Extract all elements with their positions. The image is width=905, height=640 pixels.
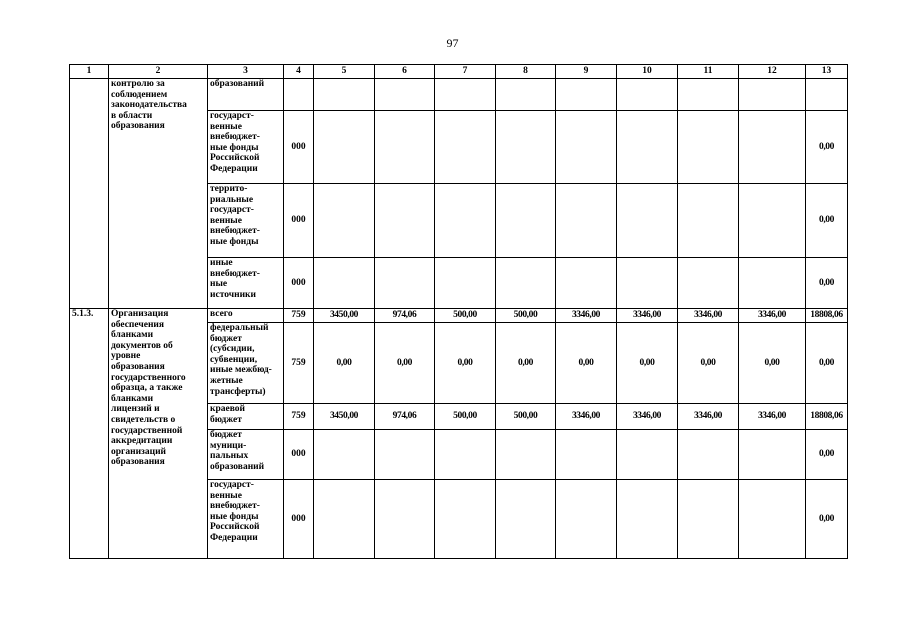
- year-value: [556, 184, 617, 258]
- funding-source: всего: [208, 309, 284, 323]
- year-value: [678, 111, 739, 184]
- year-value: 0,00: [556, 323, 617, 404]
- budget-code: [284, 79, 314, 111]
- year-value: 0,00: [496, 323, 556, 404]
- table-row: [70, 79, 848, 111]
- year-value: [678, 184, 739, 258]
- year-value: [617, 258, 678, 309]
- column-header: 4: [284, 65, 314, 79]
- year-value: [496, 430, 556, 480]
- year-value: [739, 258, 806, 309]
- header-row: [70, 65, 848, 79]
- column-header: 8: [496, 65, 556, 79]
- year-value: 0,00: [678, 323, 739, 404]
- year-value: [556, 79, 617, 111]
- year-value: [739, 184, 806, 258]
- budget-code: 000: [284, 430, 314, 480]
- year-value: [739, 111, 806, 184]
- budget-code: 000: [284, 111, 314, 184]
- year-value: [435, 430, 496, 480]
- year-value: 974,06: [375, 404, 435, 430]
- year-value: 3450,00: [314, 309, 375, 323]
- year-value: [496, 111, 556, 184]
- measure-name: Организация обеспечения бланками документов об уровне образования государственного образца, а также бланками лицензий и свидетельств о государственной аккредитации организаций образования: [109, 309, 208, 559]
- item-number: [70, 79, 109, 309]
- year-value: 3346,00: [556, 309, 617, 323]
- year-value: [435, 184, 496, 258]
- year-value: 974,06: [375, 309, 435, 323]
- budget-code: 000: [284, 258, 314, 309]
- funding-source: террито- риальные государст- венные внебюджет- ные фонды: [208, 184, 284, 258]
- year-value: 3346,00: [739, 309, 806, 323]
- funding-source: государст- венные внебюджет- ные фонды Российской Федерации: [208, 480, 284, 559]
- year-value: 3450,00: [314, 404, 375, 430]
- total-value: 0,00: [806, 430, 848, 480]
- year-value: [617, 111, 678, 184]
- column-header: 9: [556, 65, 617, 79]
- year-value: [496, 480, 556, 559]
- year-value: [435, 258, 496, 309]
- year-value: 500,00: [496, 404, 556, 430]
- year-value: [314, 111, 375, 184]
- year-value: [556, 480, 617, 559]
- year-value: [496, 184, 556, 258]
- funding-source: образований: [208, 79, 284, 111]
- year-value: 0,00: [739, 323, 806, 404]
- budget-table: [69, 64, 848, 559]
- year-value: [617, 430, 678, 480]
- total-value: 18808,06: [806, 309, 848, 323]
- total-value: 0,00: [806, 258, 848, 309]
- year-value: [375, 79, 435, 111]
- column-header: 13: [806, 65, 848, 79]
- year-value: 3346,00: [617, 309, 678, 323]
- year-value: 3346,00: [739, 404, 806, 430]
- budget-code: 000: [284, 184, 314, 258]
- measure-name: контролю за соблюдением законодательства в области образования: [109, 79, 208, 309]
- year-value: [314, 184, 375, 258]
- column-header: 12: [739, 65, 806, 79]
- funding-source: федеральный бюджет (субсидии, субвенции, иные межбюд- жетные трансферты): [208, 323, 284, 404]
- column-header: 7: [435, 65, 496, 79]
- year-value: [314, 258, 375, 309]
- total-value: 18808,06: [806, 404, 848, 430]
- budget-code: 759: [284, 404, 314, 430]
- column-header: 10: [617, 65, 678, 79]
- year-value: [556, 258, 617, 309]
- year-value: [375, 430, 435, 480]
- year-value: [435, 480, 496, 559]
- column-header: 1: [70, 65, 109, 79]
- column-header: 11: [678, 65, 739, 79]
- year-value: [617, 79, 678, 111]
- table-row: [70, 309, 848, 323]
- year-value: [617, 480, 678, 559]
- total-value: 0,00: [806, 323, 848, 404]
- total-value: 0,00: [806, 111, 848, 184]
- year-value: [314, 430, 375, 480]
- column-header: 2: [109, 65, 208, 79]
- year-value: [375, 111, 435, 184]
- column-header: 5: [314, 65, 375, 79]
- total-value: [806, 79, 848, 111]
- year-value: [435, 79, 496, 111]
- total-value: 0,00: [806, 184, 848, 258]
- funding-source: иные внебюджет- ные источники: [208, 258, 284, 309]
- year-value: [375, 480, 435, 559]
- year-value: [314, 480, 375, 559]
- year-value: 500,00: [435, 404, 496, 430]
- year-value: [739, 480, 806, 559]
- budget-code: 759: [284, 323, 314, 404]
- column-header: 6: [375, 65, 435, 79]
- year-value: 0,00: [617, 323, 678, 404]
- year-value: [678, 79, 739, 111]
- column-header: 3: [208, 65, 284, 79]
- year-value: [556, 111, 617, 184]
- year-value: 3346,00: [678, 309, 739, 323]
- year-value: 3346,00: [678, 404, 739, 430]
- year-value: [617, 184, 678, 258]
- year-value: [496, 258, 556, 309]
- year-value: [375, 258, 435, 309]
- year-value: [435, 111, 496, 184]
- funding-source: государст- венные внебюджет- ные фонды Российской Федерации: [208, 111, 284, 184]
- total-value: 0,00: [806, 480, 848, 559]
- year-value: [556, 430, 617, 480]
- page-number: 97: [446, 36, 459, 50]
- year-value: [739, 430, 806, 480]
- year-value: [375, 184, 435, 258]
- year-value: 500,00: [435, 309, 496, 323]
- year-value: 0,00: [435, 323, 496, 404]
- year-value: 3346,00: [556, 404, 617, 430]
- year-value: [496, 79, 556, 111]
- budget-code: 759: [284, 309, 314, 323]
- year-value: [678, 480, 739, 559]
- year-value: [314, 79, 375, 111]
- year-value: 3346,00: [617, 404, 678, 430]
- year-value: [739, 79, 806, 111]
- year-value: [678, 430, 739, 480]
- funding-source: краевой бюджет: [208, 404, 284, 430]
- year-value: [678, 258, 739, 309]
- budget-code: 000: [284, 480, 314, 559]
- funding-source: бюджет муници- пальных образований: [208, 430, 284, 480]
- item-number: 5.1.3.: [70, 309, 109, 559]
- year-value: 0,00: [314, 323, 375, 404]
- year-value: 0,00: [375, 323, 435, 404]
- year-value: 500,00: [496, 309, 556, 323]
